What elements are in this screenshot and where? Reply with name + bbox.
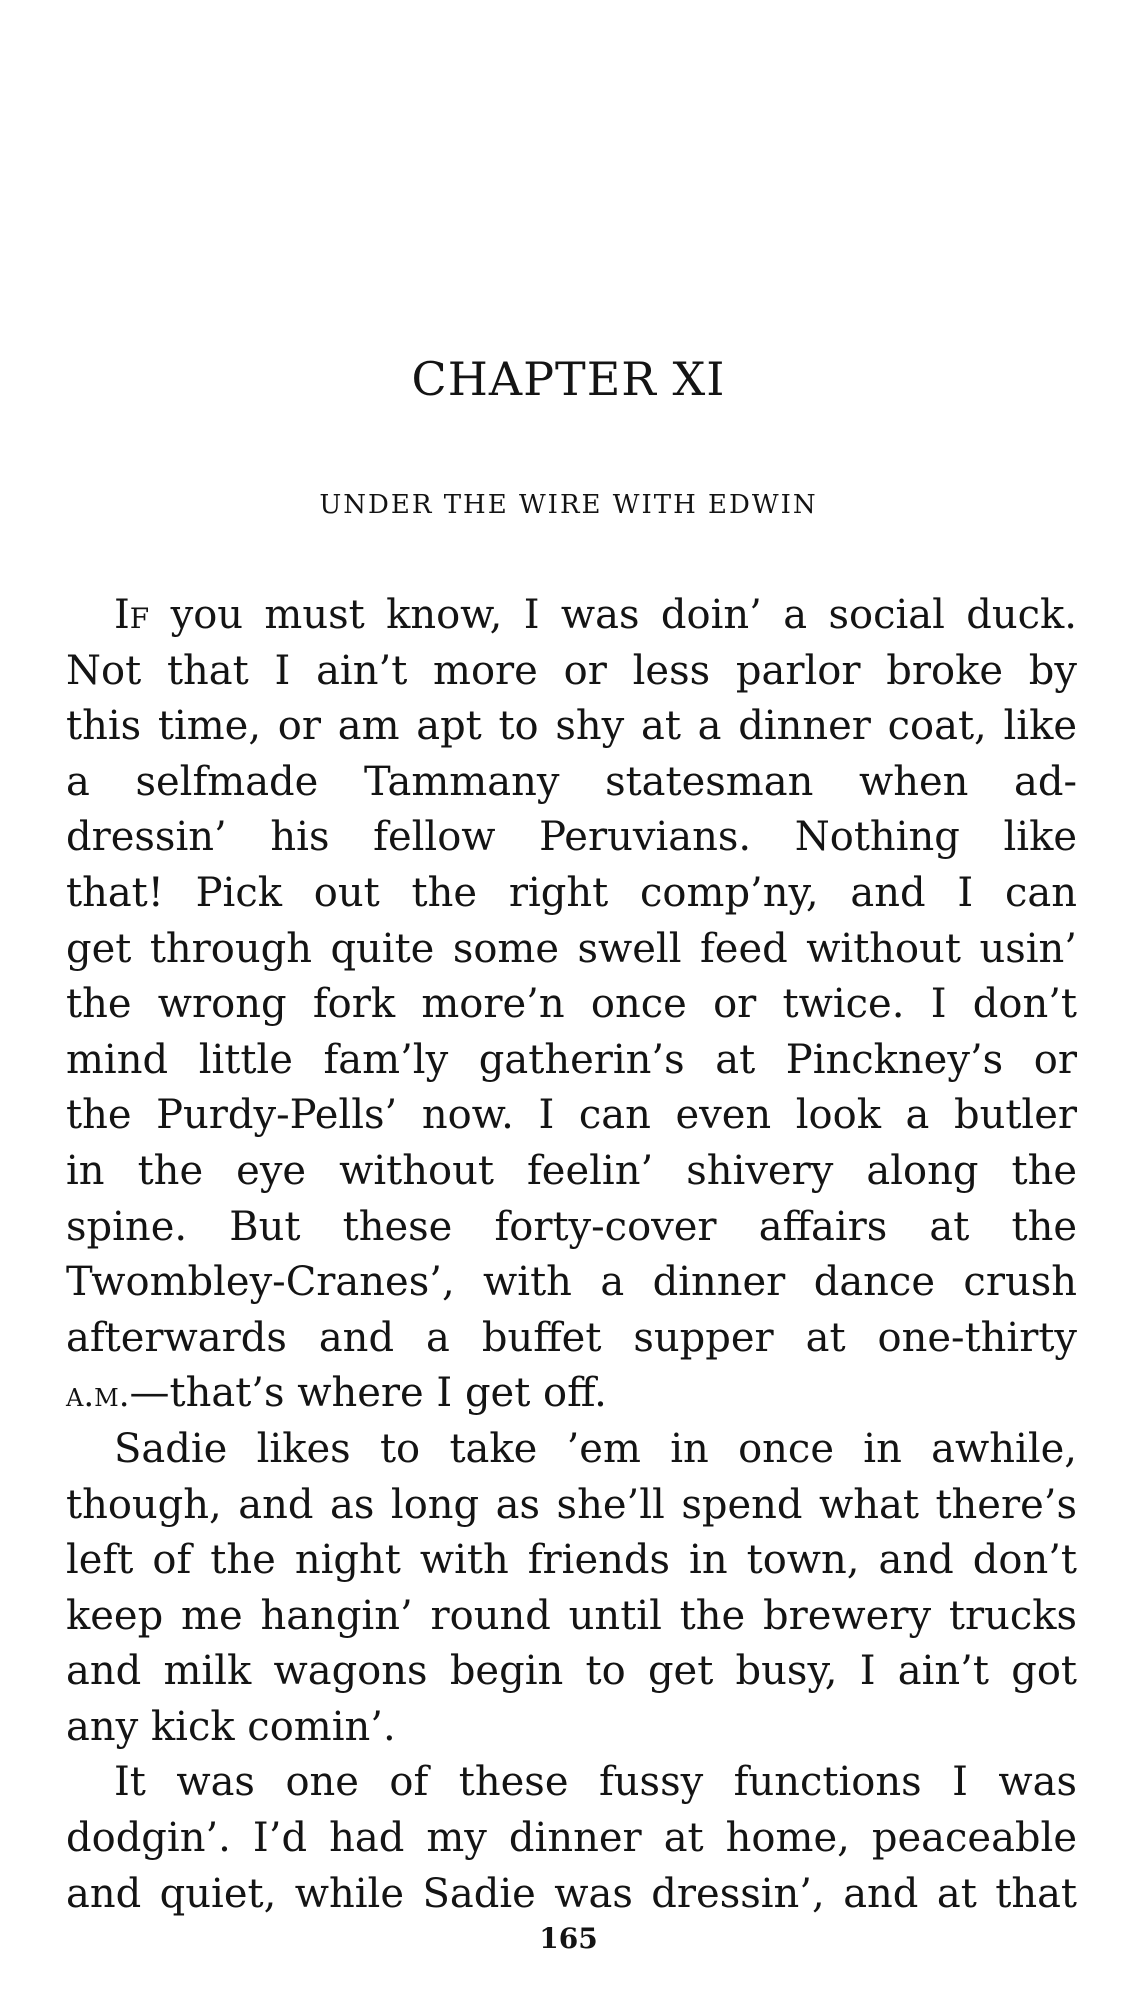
text-line: Sadie likes to take ’em in once in awhile,: [114, 1425, 1077, 1472]
chapter-subtitle: UNDER THE WIRE WITH EDWIN: [319, 490, 818, 520]
drop-cap: If: [114, 592, 150, 638]
text-line: Not that I ain’t more or less parlor broke by: [66, 647, 1077, 694]
text-line: in the eye without feelin’ shivery along the: [66, 1147, 1077, 1194]
text-line: get through quite some swell feed without usin’: [66, 925, 1077, 972]
text-line: any kick comin’.: [66, 1703, 396, 1750]
text-line: dodgin’. I’d had my dinner at home, peaceable: [66, 1815, 1077, 1862]
text-line: a selfmade Tammany statesman when ad-: [66, 758, 1077, 805]
text-line: keep me hangin’ round until the brewery trucks: [66, 1592, 1077, 1639]
text-line: spine. But these forty-cover affairs at the: [66, 1203, 1077, 1250]
text-line: a.m.—that’s where I get off.: [66, 1370, 607, 1417]
text-line: left of the night with friends in town, and don’t: [66, 1537, 1077, 1584]
text-line: this time, or am apt to shy at a dinner coat, like: [66, 703, 1077, 750]
text-line: that! Pick out the right comp’ny, and I can: [66, 869, 1077, 916]
body-text: [66, 588, 1077, 1922]
text-line: and milk wagons begin to get busy, I ain’t got: [66, 1648, 1077, 1695]
text-line: mind little fam’ly gatherin’s at Pinckney’s or: [66, 1036, 1077, 1083]
text-line: If you must know, I was doin’ a social duck.: [114, 592, 1077, 638]
text-line: the Purdy-Pells’ now. I can even look a butler: [66, 1092, 1077, 1139]
text-line: and quiet, while Sadie was dressin’, and at that: [66, 1870, 1077, 1917]
page-number: 165: [539, 1922, 598, 1955]
chapter-title: CHAPTER XI: [411, 352, 726, 406]
text-line: the wrong fork more’n once or twice. I don’t: [66, 981, 1077, 1028]
text-line: though, and as long as she’ll spend what there’s: [66, 1481, 1077, 1528]
text-line: Twombley-Cranes’, with a dinner dance crush: [66, 1259, 1077, 1306]
time-abbrev: a.m.: [66, 1375, 130, 1416]
text-line: dressin’ his fellow Peruvians. Nothing like: [66, 814, 1077, 861]
text-line: afterwards and a buffet supper at one-thirty: [66, 1314, 1077, 1361]
text-line: It was one of these fussy functions I was: [114, 1759, 1077, 1806]
